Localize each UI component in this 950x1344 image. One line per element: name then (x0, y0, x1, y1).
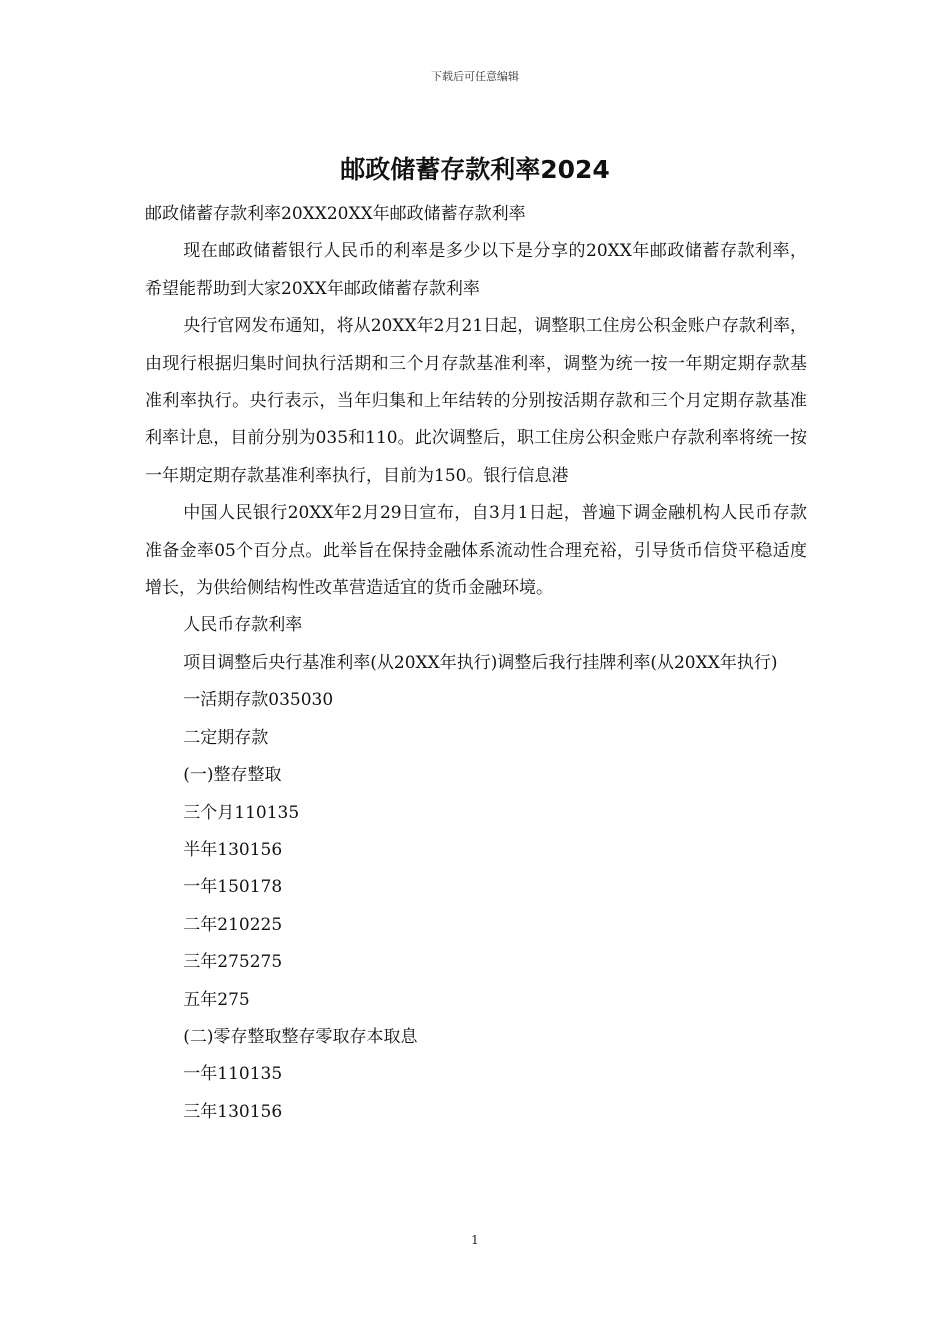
rate-line: 一年150178 (183, 877, 283, 898)
rate-line: 二年210225 (183, 914, 283, 935)
page-number: 1 (471, 1233, 479, 1247)
document-subtitle: 邮政储蓄存款利率20XX20XX年邮政储蓄存款利率 (145, 204, 526, 224)
central-bank-notice-paragraph: 央行官网发布通知，将从20XX年2月21日起，调整职工住房公积金账户存款利率，由现行根据归集时间执行活期和三个月存款基准利率，调整为统一按一年期定期存款基准利率执行。央行表示，当年归集和上年结转的分别按活期存款和三个月定期存款基准利率计息，目前分别为035和110。此次调整后，职工住房公积金账户存款利率将统一按一年期定期存款基准利率执行，目前为150。银行信息港 (145, 316, 807, 486)
pboc-reserve-paragraph: 中国人民银行20XX年2月29日宣布，自3月1日起，普遍下调金融机构人民币存款准备金率05个百分点。此举旨在保持金融体系流动性合理充裕，引导货币信贷平稳适度增长，为供给侧结构性改革营造适宜的货币金融环境。 (145, 503, 807, 599)
header-note: 下载后可任意编辑 (431, 70, 519, 83)
rate-line: 三年275275 (183, 952, 283, 973)
rate-table-header: 项目调整后央行基准利率(从20XX年执行)调整后我行挂牌利率(从20XX年执行) (183, 652, 778, 673)
rate-line: (一)整存整取 (183, 765, 282, 786)
rate-line: 半年130156 (183, 839, 283, 860)
section-heading-rmb-rates: 人民币存款利率 (183, 615, 303, 636)
rate-line: (二)零存整取整存零取存本取息 (183, 1026, 418, 1047)
rate-line: 五年275 (183, 989, 250, 1010)
rate-line: 三年130156 (183, 1101, 283, 1122)
intro-paragraph: 现在邮政储蓄银行人民币的利率是多少以下是分享的20XX年邮政储蓄存款利率，希望能帮助到大家20XX年邮政储蓄存款利率 (145, 241, 807, 299)
rate-line: 三个月110135 (183, 802, 300, 823)
rate-line: 二定期存款 (183, 727, 269, 748)
document-body (145, 196, 807, 1131)
rate-line: 一年110135 (183, 1064, 283, 1085)
rate-line: 一活期存款035030 (183, 690, 334, 711)
document-title: 邮政储蓄存款利率2024 (340, 155, 610, 184)
